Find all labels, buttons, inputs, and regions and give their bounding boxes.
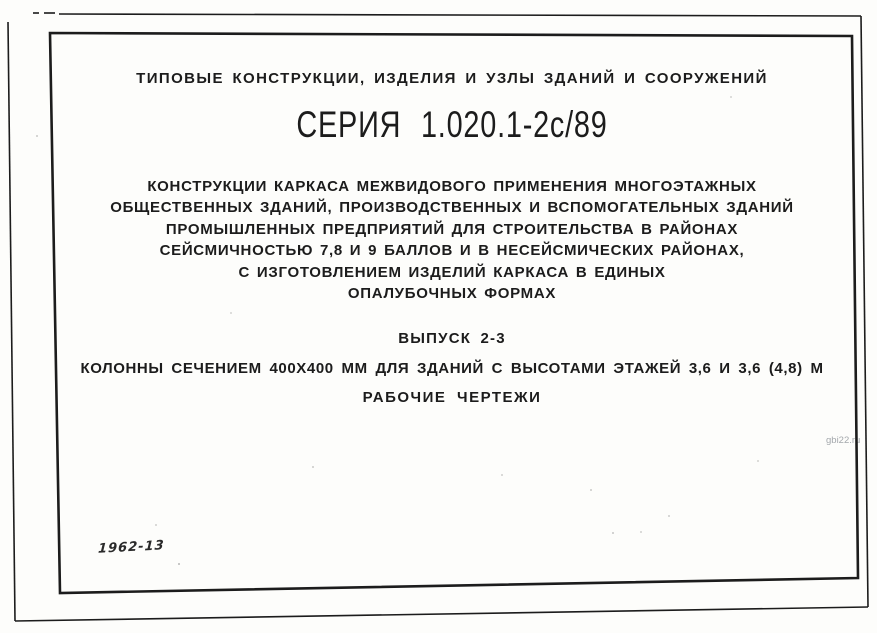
description-paragraph [52, 176, 852, 304]
handwritten-inventory-note: 1962-13 [97, 538, 166, 557]
outer-border-left [8, 22, 15, 621]
document-header: ТИПОВЫЕ КОНСТРУКЦИИ, ИЗДЕЛИЯ И УЗЛЫ ЗДАНИЙ И СООРУЖЕНИЙ [136, 70, 768, 87]
issue-number: ВЫПУСК 2-3 [398, 330, 506, 347]
site-watermark: gbi22.ru [826, 435, 861, 446]
description-line: С ИЗГОТОВЛЕНИЕМ ИЗДЕЛИЙ КАРКАСА В ЕДИНЫХ [238, 263, 666, 281]
scan-speckles [0, 0, 2, 2]
outer-border-top [59, 14, 861, 16]
outer-border-bottom [15, 607, 868, 621]
series-title: СЕРИЯ 1.020.1-2с/89 [296, 104, 608, 145]
description-line: СЕЙСМИЧНОСТЬЮ 7,8 И 9 БАЛЛОВ И В НЕСЕЙСМИЧЕСКИХ РАЙОНАХ, [159, 242, 745, 260]
description-line: КОНСТРУКЦИИ КАРКАСА МЕЖВИДОВОГО ПРИМЕНЕНИЯ МНОГОЭТАЖНЫХ [147, 178, 757, 195]
document-type: РАБОЧИЕ ЧЕРТЕЖИ [362, 389, 542, 406]
outer-border-right [861, 16, 868, 607]
description-line: ОПАЛУБОЧНЫХ ФОРМАХ [347, 285, 557, 303]
description-line: ОБЩЕСТВЕННЫХ ЗДАНИЙ, ПРОИЗВОДСТВЕННЫХ И ВСПОМОГАТЕЛЬНЫХ ЗДАНИЙ [110, 199, 794, 217]
description-line: ПРОМЫШЛЕННЫХ ПРЕДПРИЯТИЙ ДЛЯ СТРОИТЕЛЬСТВА В РАЙОНАХ [165, 220, 739, 238]
issue-subtitle: КОЛОННЫ СЕЧЕНИЕМ 400X400 ММ ДЛЯ ЗДАНИЙ С ВЫСОТАМИ ЭТАЖЕЙ 3,6 И 3,6 (4,8) М [80, 360, 824, 377]
